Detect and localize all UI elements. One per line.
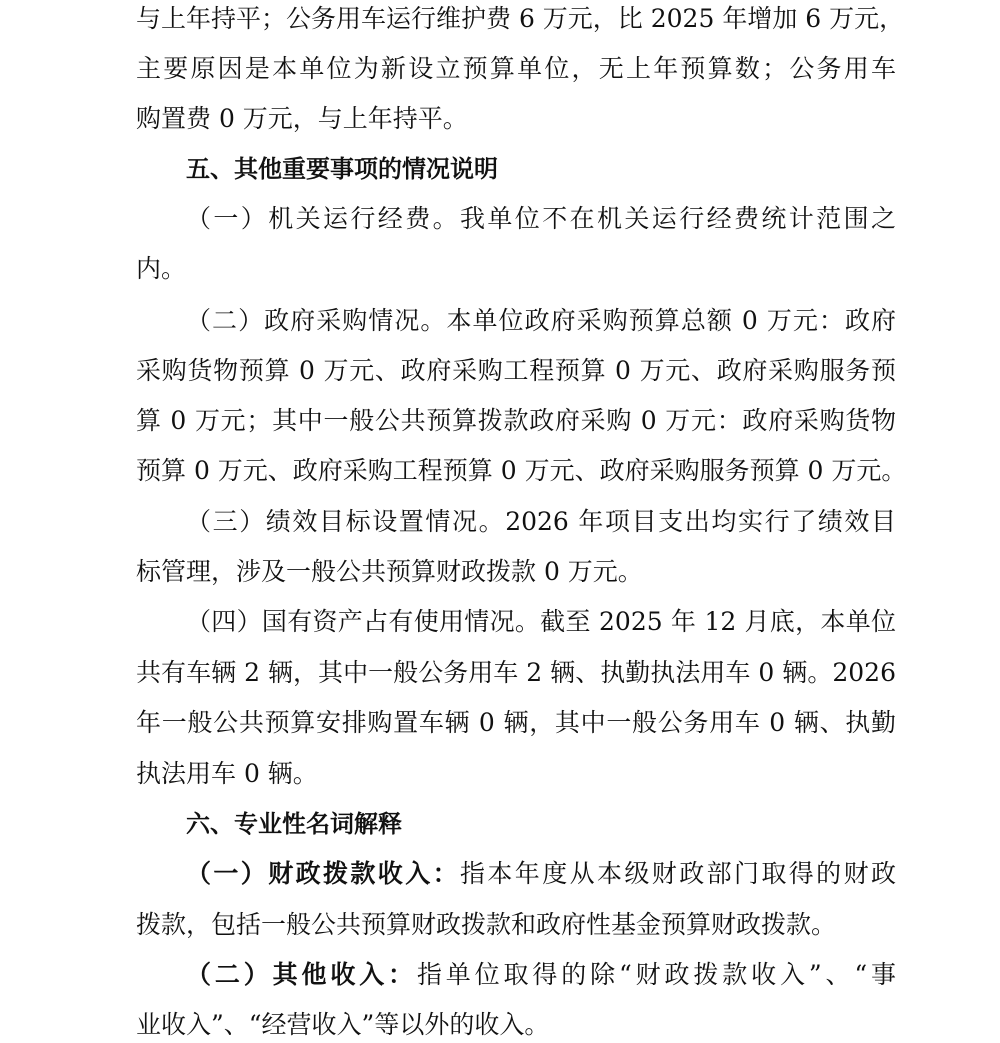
section-5-item-1-line-1: （一）机关运行经费。我单位不在机关运行经费统计范围之 [186, 204, 896, 233]
section-5-item-3-line-2: 标管理，涉及一般公共预算财政拨款 0 万元。 [136, 557, 643, 586]
intro-line-1: 与上年持平；公务用车运行维护费 6 万元，比 2025 年增加 6 万元， [136, 4, 905, 33]
section-6-item-1-line-1 [186, 857, 896, 891]
section-5-item-2-line-1: （二）政府采购情况。本单位政府采购预算总额 0 万元：政府 [186, 306, 896, 335]
section-6-heading: 六、专业性名词解释 [186, 810, 402, 838]
term-financial-appropriation: （一）财政拨款收入： [186, 859, 460, 888]
definition-text: 指单位取得的除“财政拨款收入”、“事 [416, 960, 896, 989]
section-5-item-1-line-2: 内。 [136, 254, 187, 283]
section-5-item-2-line-3: 算 0 万元；其中一般公共预算拨款政府采购 0 万元：政府采购货物 [136, 406, 896, 435]
section-5-item-4-line-2: 共有车辆 2 辆，其中一般公务用车 2 辆、执勤执法用车 0 辆。2026 [136, 658, 896, 687]
section-5-item-4-line-4: 执法用车 0 辆。 [136, 759, 318, 788]
intro-line-2: 主要原因是本单位为新设立预算单位，无上年预算数；公务用车 [136, 54, 896, 83]
definition-text: 指本年度从本级财政部门取得的财政 [460, 859, 896, 888]
section-5-item-4-line-1: （四）国有资产占有使用情况。截至 2025 年 12 月底，本单位 [186, 607, 896, 636]
section-5-item-2-line-4: 预算 0 万元、政府采购工程预算 0 万元、政府采购服务预算 0 万元。 [136, 456, 907, 485]
section-6-item-1-line-2: 拨款，包括一般公共预算财政拨款和政府性基金预算财政拨款。 [136, 910, 837, 939]
section-5-item-3-line-1: （三）绩效目标设置情况。2026 年项目支出均实行了绩效目 [186, 507, 896, 536]
term-other-income: （二）其他收入： [186, 960, 417, 989]
section-6-item-2-line-2: 业收入”、“经营收入”等以外的收入。 [136, 1010, 550, 1039]
section-5-item-2-line-2: 采购货物预算 0 万元、政府采购工程预算 0 万元、政府采购服务预 [136, 356, 896, 385]
section-5-item-4-line-3: 年一般公共预算安排购置车辆 0 辆，其中一般公务用车 0 辆、执勤 [136, 708, 896, 737]
section-5-heading: 五、其他重要事项的情况说明 [186, 155, 498, 183]
intro-line-3: 购置费 0 万元，与上年持平。 [136, 104, 468, 133]
section-6-item-2-line-1 [186, 958, 896, 992]
